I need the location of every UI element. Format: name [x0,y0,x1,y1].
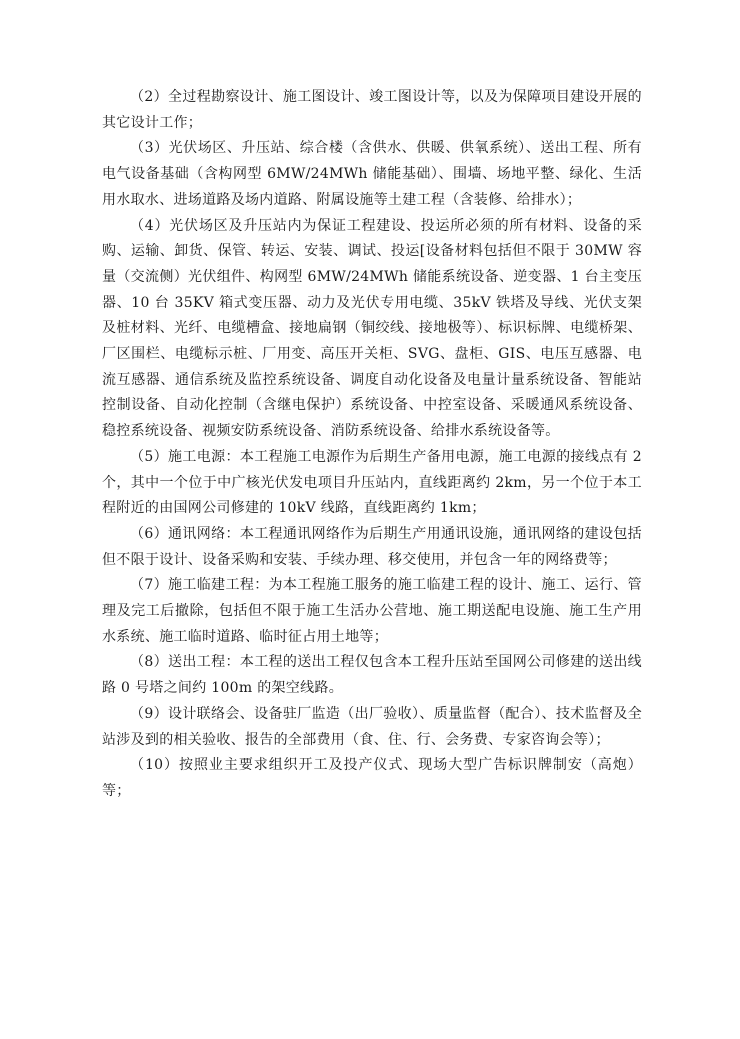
document-body [102,85,642,805]
paragraph-item-9: （9）设计联络会、设备驻厂监造（出厂验收）、质量监督（配合）、技术监督及全站涉及到的相关验收、报告的全部费用（食、住、行、会务费、专家咨询会等）； [102,705,642,748]
paragraph-item-8: （8）送出工程：本工程的送出工程仅包含本工程升压站至国网公司修建的送出线路 0 号塔之间约 100m 的架空线路。 [102,654,642,697]
paragraph-item-10: （10）按照业主要求组织开工及投产仪式、现场大型广告标识牌制安（高炮）等； [102,757,642,799]
paragraph-item-2: （2）全过程勘察设计、施工图设计、竣工图设计等，以及为保障项目建设开展的其它设计工作； [102,89,642,131]
paragraph-item-3: （3）光伏场区、升压站、综合楼（含供水、供暖、供氧系统）、送出工程、所有电气设备基础（含构网型 6MW/24MWh 储能基础）、围墙、场地平整、绿化、生活用水取水、进场道路及场内道路、附属设施等土建工程（含装修、给排水）； [102,140,642,208]
paragraph-item-4: （4）光伏场区及升压站内为保证工程建设、投运所必须的所有材料、设备的采购、运输、卸货、保管、转运、安装、调试、投运[设备材料包括但不限于 30MW 容量（交流侧）光伏组件、构网型 6MW/24MWh 储能系统设备、逆变器、1 台主变压器、10 台 35KV 箱式变压器、动力及光伏专用电缆、35kV 铁塔及导线、光伏支架及桩材料、光纤、电缆槽盒、接地扁钢（铜绞线、接地极等）、标识标牌、电缆桥架、厂区围栏、电缆标示桩、厂用变、高压开关柜、SVG、盘柜、GIS、电压互感器、电流互感器、通信系统及监控系统设备、调度自动化设备及电量计量系统设备、智能站控制设备、自动化控制（含继电保护）系统设备、中控室设备、采暖通风系统设备、稳控系统设备、视频安防系统设备、消防系统设备、给排水系统设备等。 [102,217,642,440]
paragraph-item-6: （6）通讯网络：本工程通讯网络作为后期生产用通讯设施，通讯网络的建设包括但不限于设计、设备采购和安装、手续办理、移交使用，并包含一年的网络费等； [102,525,642,568]
paragraph-item-5: （5）施工电源：本工程施工电源作为后期生产备用电源，施工电源的接线点有 2 个，其中一个位于中广核光伏发电项目升压站内，直线距离约 2km，另一个位于本工程附近的由国网公司修建的 10kV 线路，直线距离约 1km； [102,448,642,517]
paragraph-item-7: （7）施工临建工程：为本工程施工服务的施工临建工程的设计、施工、运行、管理及完工后撤除，包括但不限于施工生活办公营地、施工期送配电设施、施工生产用水系统、施工临时道路、临时征占用土地等； [102,577,642,645]
